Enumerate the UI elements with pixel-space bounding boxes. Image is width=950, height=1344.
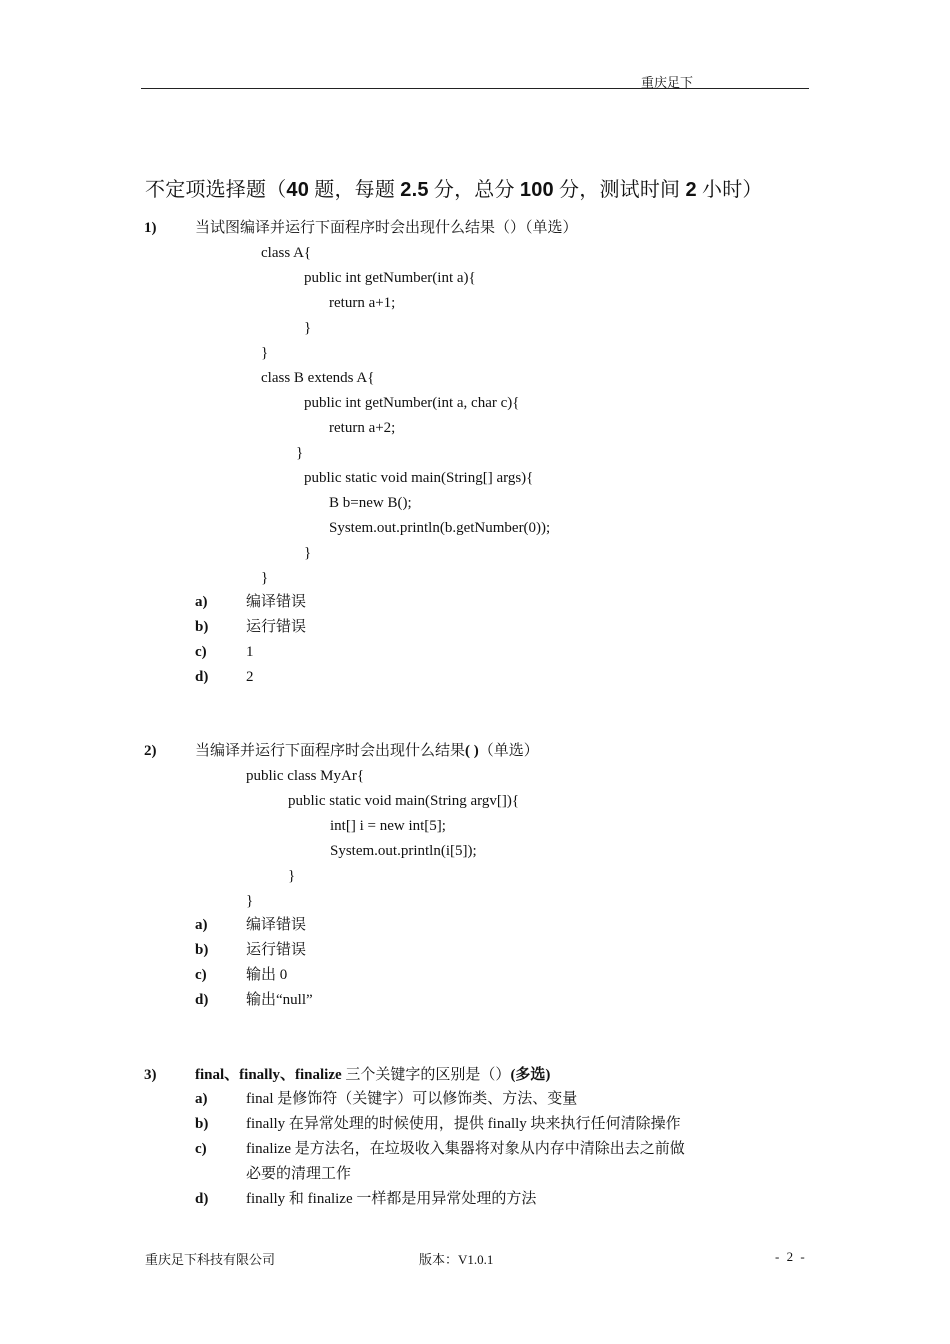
code-line: public static void main(String[] args){ [304, 470, 534, 486]
option-label: d) [195, 992, 209, 1008]
title-part: 小时） [696, 179, 763, 201]
question-3-text [195, 1065, 550, 1085]
option-text: 1 [246, 644, 254, 660]
question-3-keywords: final、finally、finalize [195, 1067, 342, 1083]
code-line: public class MyAr{ [246, 768, 365, 784]
question-2-blank: ( ) [465, 743, 479, 759]
title-part: 分，总分 [428, 179, 520, 201]
title-number: 2.5 [400, 179, 429, 201]
option-text: 编译错误 [246, 594, 307, 610]
code-line: return a+1; [329, 295, 396, 311]
footer-version: 版本：V1.0.1 [419, 1252, 494, 1267]
question-2-number: 2) [144, 743, 157, 759]
code-line: } [261, 345, 269, 361]
section-title [145, 173, 763, 202]
code-line: public int getNumber(int a){ [304, 270, 476, 286]
option-label: b) [195, 942, 209, 958]
option-text: 运行错误 [246, 619, 307, 635]
code-line: } [246, 893, 254, 909]
question-3-type: (多选) [510, 1067, 551, 1083]
option-text: finalize 是方法名，在垃圾收入集器将对象从内存中清除出去之前做 [246, 1141, 685, 1157]
option-text: 运行错误 [246, 942, 307, 958]
code-line: return a+2; [329, 420, 396, 436]
option-text: finally 和 finalize 一样都是用异常处理的方法 [246, 1191, 537, 1207]
title-part: 题，每题 [309, 179, 401, 201]
footer-company: 重庆足下科技有限公司 [145, 1252, 276, 1267]
title-number: 2 [685, 179, 697, 201]
option-label: b) [195, 1116, 209, 1132]
option-text: final 是修饰符（关键字）可以修饰类、方法、变量 [246, 1091, 578, 1107]
question-1-number: 1) [144, 220, 157, 236]
option-label: b) [195, 619, 209, 635]
title-number: 40 [286, 179, 310, 201]
page-header-text: 重庆足下 [641, 75, 694, 90]
option-text-continued: 必要的清理工作 [246, 1166, 352, 1182]
footer-page-number: - 2 - [775, 1249, 807, 1264]
code-line: System.out.println(b.getNumber(0)); [329, 520, 551, 536]
option-text: 2 [246, 669, 254, 685]
code-line: } [304, 320, 312, 336]
title-part: 分，测试时间 [553, 179, 686, 201]
header-divider [141, 88, 809, 89]
option-text: 输出 0 [246, 967, 288, 983]
code-line: class B extends A{ [261, 370, 375, 386]
question-3-number: 3) [144, 1067, 157, 1083]
question-2-text [195, 741, 539, 761]
option-label: c) [195, 1141, 207, 1157]
code-line: } [261, 570, 269, 586]
question-3-stem: 三个关键字的区别是（） [341, 1067, 511, 1083]
question-2-stem: 当编译并运行下面程序时会出现什么结果 [195, 743, 466, 759]
code-line: int[] i = new int[5]; [330, 818, 446, 834]
question-1-text: 当试图编译并运行下面程序时会出现什么结果（）（单选） [195, 220, 578, 236]
option-label: a) [195, 1091, 208, 1107]
code-line: System.out.println(i[5]); [330, 843, 477, 859]
option-label: a) [195, 917, 208, 933]
option-label: c) [195, 644, 207, 660]
code-line: public int getNumber(int a, char c){ [304, 395, 520, 411]
option-text: 编译错误 [246, 917, 307, 933]
option-label: d) [195, 669, 209, 685]
option-label: d) [195, 1191, 209, 1207]
option-text: 输出“null” [246, 992, 313, 1008]
option-label: a) [195, 594, 208, 610]
code-line: public static void main(String argv[]){ [288, 793, 520, 809]
code-line: } [288, 868, 296, 884]
title-part: 不定项选择题（ [145, 179, 287, 201]
option-text: finally 在异常处理的时候使用，提供 finally 块来执行任何清除操作 [246, 1116, 681, 1132]
code-line: } [304, 545, 312, 561]
code-line: } [296, 445, 304, 461]
code-line: class A{ [261, 245, 312, 261]
option-label: c) [195, 967, 207, 983]
title-number: 100 [519, 179, 554, 201]
question-2-type: （单选） [478, 743, 539, 759]
code-line: B b=new B(); [329, 495, 412, 511]
